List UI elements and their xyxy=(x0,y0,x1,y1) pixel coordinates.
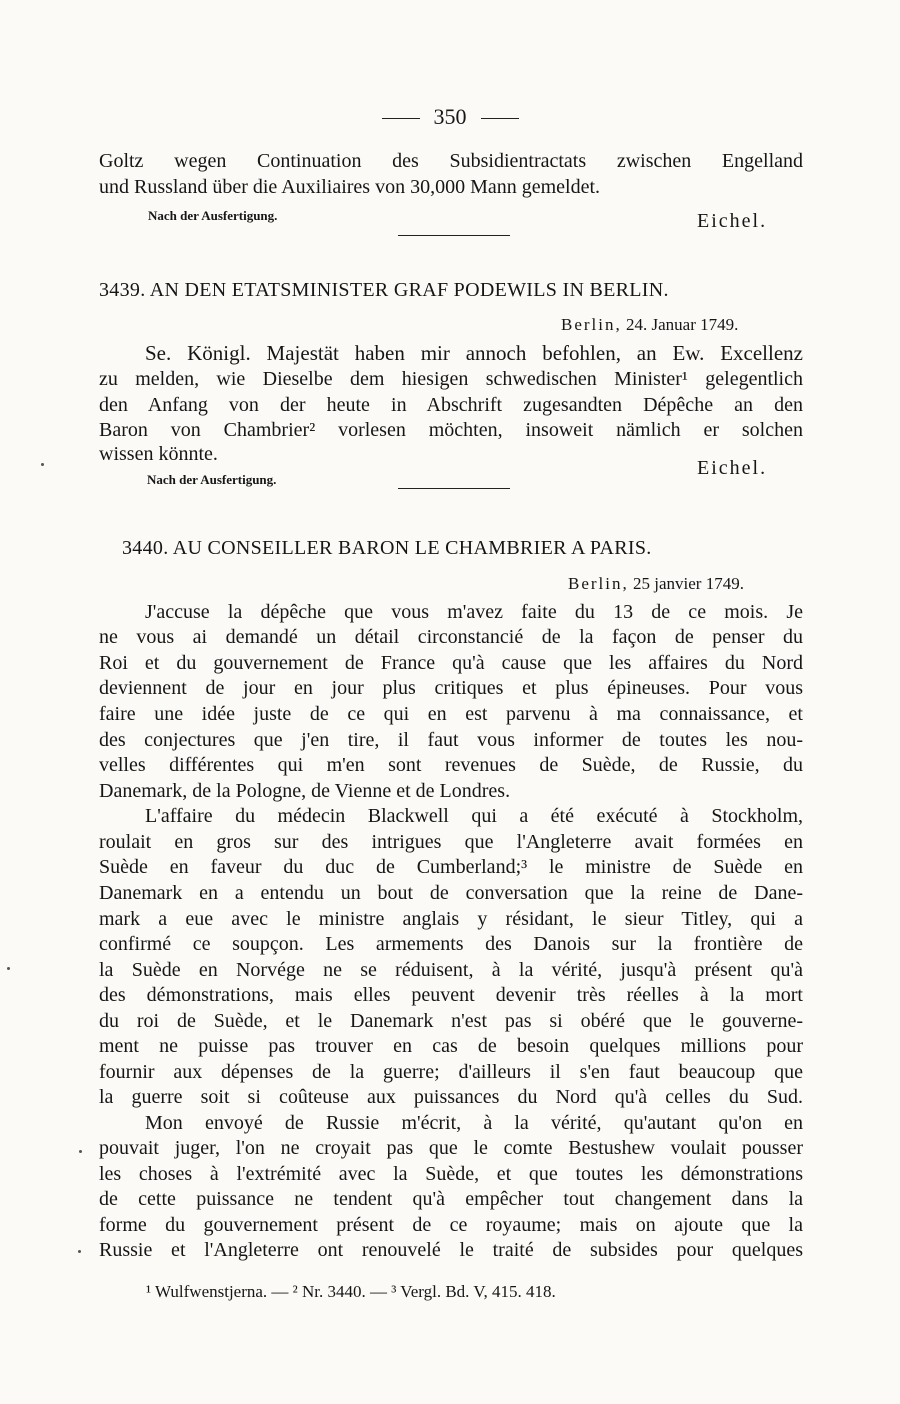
page-number-text: 350 xyxy=(433,104,467,129)
page-number-dash-left xyxy=(382,118,420,119)
section-rule xyxy=(398,235,510,236)
page-number xyxy=(0,104,900,130)
letter-heading: 3439. AN DEN ETATSMINISTER GRAF PODEWILS IN BERLIN. xyxy=(99,279,669,301)
footnotes: ¹ Wulfwenstjerna. — ² Nr. 3440. — ³ Vergl. Bd. V, 415. 418. xyxy=(146,1282,556,1301)
scan-speck xyxy=(79,1150,82,1153)
letter-line: deviennent de jour en jour plus critiques et plus épineuses. Pour vous xyxy=(99,677,803,699)
letter-line: Mon envoyé de Russie m'écrit, à la vérité, qu'autant qu'on en xyxy=(145,1112,803,1134)
letter-line: velles différentes qui m'en sont revenues de Suède, de Russie, du xyxy=(99,754,803,776)
date-place: Berlin, xyxy=(561,315,622,334)
source-note: Nach der Ausfertigung. xyxy=(147,472,277,487)
page-number-dash-right xyxy=(481,118,519,119)
letter-heading: 3440. AU CONSEILLER BARON LE CHAMBRIER A PARIS. xyxy=(122,537,652,559)
letter-line: faire une idée juste de ce qui en est parvenu à ma connaissance, et xyxy=(99,703,803,725)
letter-line: J'accuse la dépêche que vous m'avez faite du 13 de ce mois. Je xyxy=(145,601,803,623)
letter-line: du roi de Suède, et le Danemark n'est pas si obéré que le gouverne- xyxy=(99,1010,803,1032)
letter-line: L'affaire du médecin Blackwell qui a été exécuté à Stockholm, xyxy=(145,805,803,827)
prev-letter-line: Goltz wegen Continuation des Subsidientractats zwischen Engelland xyxy=(99,150,803,172)
letter-line: roulait en gros sur des intrigues que l'Angleterre avait formées en xyxy=(99,831,803,853)
date-rest: 24. Januar 1749. xyxy=(626,315,739,334)
letter-line: den Anfang von der heute in Abschrift zugesandten Dépêche an den xyxy=(99,394,803,416)
letter-line: pouvait juger, l'on ne croyait pas que le comte Bestushew voulait pousser xyxy=(99,1137,803,1159)
letter-line: confirmé ce soupçon. Les armements des Danois sur la frontière de xyxy=(99,933,803,955)
letter-line: Danemark, de la Pologne, de Vienne et de Londres. xyxy=(99,780,511,802)
section-rule xyxy=(398,488,510,489)
letter-line: Suède en faveur du duc de Cumberland;³ le ministre de Suède en xyxy=(99,856,803,878)
letter-line: Russie et l'Angleterre ont renouvelé le traité de subsides pour quelques xyxy=(99,1239,803,1261)
letter-line: mark a eue avec le ministre anglais y résidant, le sieur Titley, qui a xyxy=(99,908,803,930)
letter-line: les choses à l'extrémité avec la Suède, et que toutes les démonstrations xyxy=(99,1163,803,1185)
signature: Eichel. xyxy=(697,210,768,232)
letter-line: Roi et du gouvernement de France qu'à cause que les affaires du Nord xyxy=(99,652,803,674)
scan-speck xyxy=(7,967,10,970)
letter-line: ment ne puisse pas trouver en cas de besoin quelques millions pour xyxy=(99,1035,803,1057)
scan-speck xyxy=(41,463,44,466)
letter-line: fournir aux dépenses de la guerre; d'ailleurs il s'en faut beaucoup que xyxy=(99,1061,803,1083)
prev-letter-line: und Russland über die Auxiliaires von 30,000 Mann gemeldet. xyxy=(99,176,601,198)
letter-line: Se. Königl. Majestät haben mir annoch befohlen, an Ew. Excellenz xyxy=(145,341,803,365)
letter-line: la Suède en Norvége ne se réduisent, à la vérité, jusqu'à présent qu'à xyxy=(99,959,803,981)
letter-line: forme du gouvernement présent de ce royaume; mais on ajoute que la xyxy=(99,1214,803,1236)
signature: Eichel. xyxy=(697,457,768,479)
letter-line: Baron von Chambrier² vorlesen möchten, insoweit nämlich er solchen xyxy=(99,419,803,441)
letter-date xyxy=(561,315,738,335)
letter-line: Danemark en a entendu un bout de conversation que la reine de Dane- xyxy=(99,882,803,904)
source-note: Nach der Ausfertigung. xyxy=(148,208,278,223)
letter-line: de cette puissance ne tendent qu'à empêcher tout changement dans la xyxy=(99,1188,803,1210)
date-place: Berlin, xyxy=(568,574,629,593)
date-rest: 25 janvier 1749. xyxy=(633,574,744,593)
letter-line: la guerre soit si coûteuse aux puissances du Nord qu'à celles du Sud. xyxy=(99,1086,803,1108)
letter-date xyxy=(568,574,744,594)
letter-line: zu melden, wie Dieselbe dem hiesigen schwedischen Minister¹ gelegentlich xyxy=(99,368,803,390)
letter-line: des démonstrations, mais elles peuvent devenir très réelles à la mort xyxy=(99,984,803,1006)
letter-line: des conjectures que j'en tire, il faut vous informer de toutes les nou- xyxy=(99,729,803,751)
letter-line: wissen könnte. xyxy=(99,443,218,465)
scan-speck xyxy=(78,1250,81,1253)
letter-line: ne vous ai demandé un détail circonstancié de la façon de penser du xyxy=(99,626,803,648)
